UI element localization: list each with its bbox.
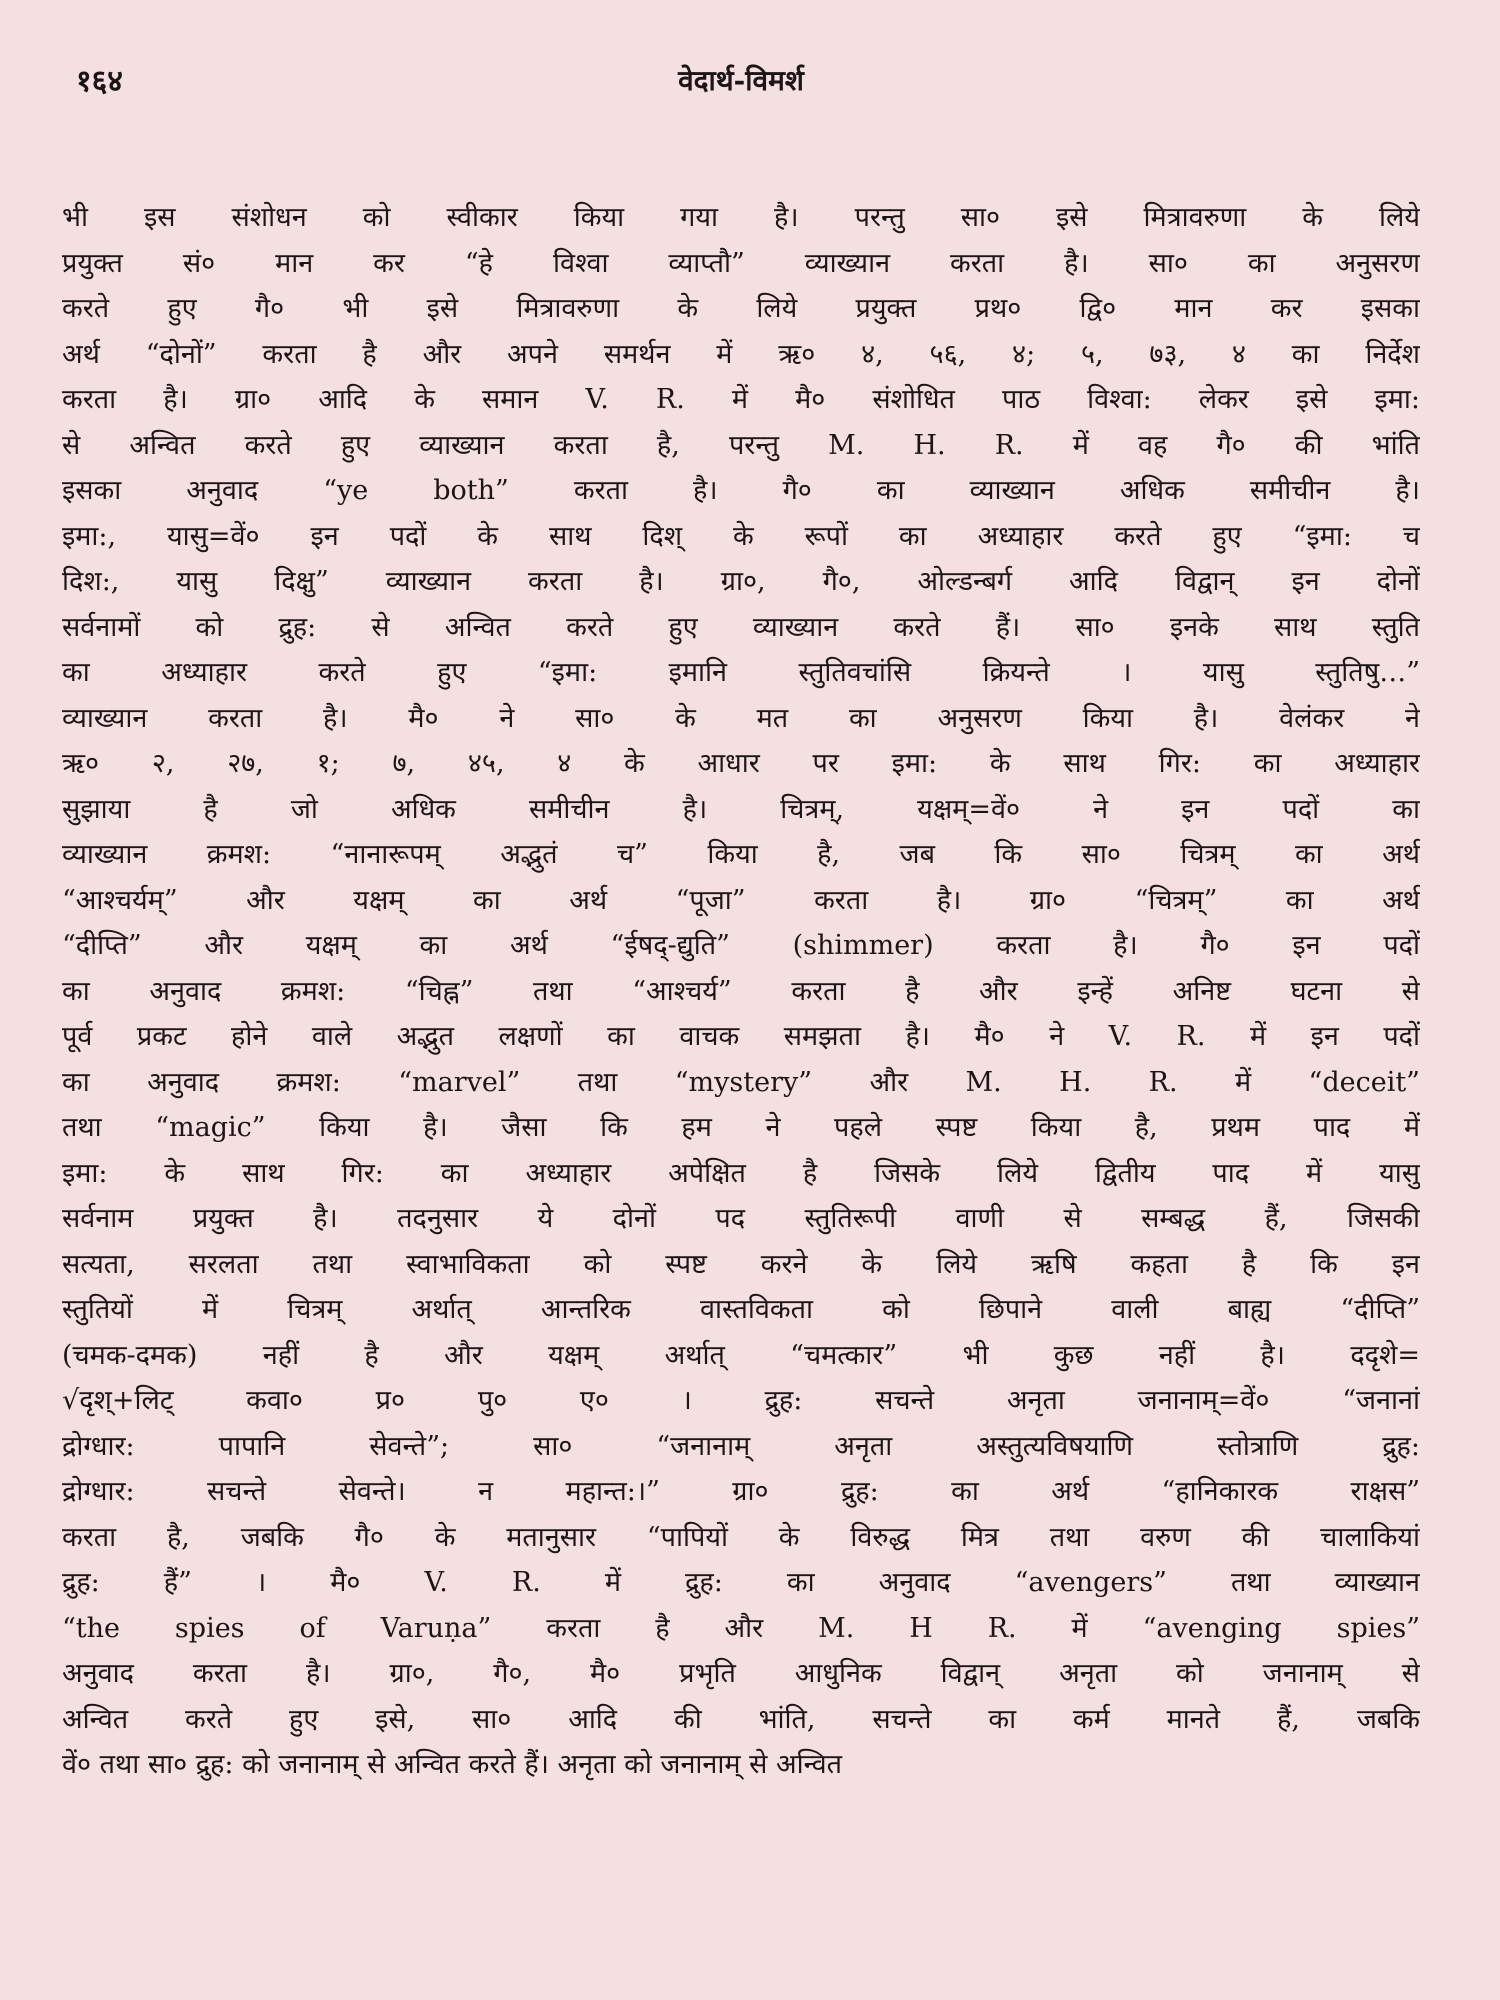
text-line: “दीप्ति” और यक्षम् का अर्थ “ईषद्-द्युति” (shimmer) करता है। गै० इन पदों: [62, 930, 1420, 961]
page-number: १६४: [76, 64, 123, 99]
text-line: वें० तथा सा० द्रुह: को जनानाम् से अन्वित करते हैं। अनृता को जनानाम् से अन्वित: [62, 1749, 843, 1780]
text-line: अन्वित करते हुए इसे, सा० आदि की भांति, सचन्ते का कर्म मानते हैं, जबकि: [62, 1703, 1420, 1735]
text-line: का अनुवाद क्रमश: “चिह्न” तथा “आश्चर्य” करता है और इन्हें अनिष्ट घटना से: [62, 975, 1420, 1007]
text-line: द्रोग्धार: पापानि सेवन्ते”; सा० “जनानाम् अनृता अस्तुत्यविषयाणि स्तोत्राणि द्रुह:: [62, 1430, 1420, 1462]
text-line: करता है। ग्रा० आदि के समान V. R. में मै० संशोधित पाठ विश्वा: लेकर इसे इमा:: [62, 384, 1420, 415]
text-line: पूर्व प्रकट होने वाले अद्भुत लक्षणों का वाचक समझता है। मै० ने V. R. में इन पदों: [62, 1021, 1420, 1052]
text-line: भी इस संशोधन को स्वीकार किया गया है। परन्तु सा० इसे मित्रावरुणा के लिये: [62, 202, 1420, 233]
text-line: अर्थ “दोनों” करता है और अपने समर्थन में ऋ० ४, ५६, ४; ५, ७३, ४ का निर्देश: [62, 338, 1420, 370]
text-line: “the spies of Varuṇa” करता है और M. H R. में “avenging spies”: [62, 1612, 1420, 1644]
text-line: से अन्वित करते हुए व्याख्यान करता है, परन्तु M. H. R. में वह गै० की भांति: [62, 429, 1420, 461]
text-line: इमा:, यासु=वें० इन पदों के साथ दिश् के रूपों का अध्याहार करते हुए “इमा: च: [62, 520, 1420, 552]
text-line: (चमक-दमक) नहीं है और यक्षम् अर्थात् “चमत्कार” भी कुछ नहीं है। ददृशे=: [62, 1339, 1420, 1371]
text-line: स्तुतियों में चित्रम् अर्थात् आन्तरिक वास्तविकता को छिपाने वाली बाह्य “दीप्ति”: [62, 1294, 1420, 1325]
text-line: द्रुह: हैं” । मै० V. R. में द्रुह: का अनुवाद “avengers” तथा व्याख्यान: [62, 1567, 1420, 1598]
text-line: सर्वनामों को द्रुह: से अन्वित करते हुए व्याख्यान करते हैं। सा० इनके साथ स्तुति: [62, 611, 1420, 643]
text-line: इसका अनुवाद “ye both” करता है। गै० का व्याख्यान अधिक समीचीन है।: [62, 475, 1420, 506]
text-line: द्रोग्धार: सचन्ते सेवन्ते। न महान्त:।” ग्रा० द्रुह: का अर्थ “हानिकारक राक्षस”: [62, 1476, 1420, 1507]
text-line: अनुवाद करता है। ग्रा०, गै०, मै० प्रभृति आधुनिक विद्वान् अनृता को जनानाम् से: [62, 1658, 1420, 1689]
text-line: ऋ० २, २७, १; ७, ४५, ४ के आधार पर इमा: के साथ गिर: का अध्याहार: [62, 748, 1420, 779]
text-line: सत्यता, सरलता तथा स्वाभाविकता को स्पष्ट करने के लिये ऋषि कहता है कि इन: [62, 1248, 1420, 1280]
text-line: करते हुए गै० भी इसे मित्रावरुणा के लिये प्रयुक्त प्रथ० द्वि० मान कर इसका: [62, 293, 1420, 324]
text-line: सुझाया है जो अधिक समीचीन है। चित्रम्, यक्षम्=वें० ने इन पदों का: [62, 793, 1420, 825]
text-line: दिश:, यासु दिक्षु” व्याख्यान करता है। ग्रा०, गै०, ओल्डन्बर्ग आदि विद्वान् इन दोनों: [62, 566, 1420, 597]
text-line: करता है, जबकि गै० के मतानुसार “पापियों के विरुद्ध मित्र तथा वरुण की चालाकियां: [62, 1521, 1420, 1553]
text-line: का अनुवाद क्रमश: “marvel” तथा “mystery” और M. H. R. में “deceit”: [62, 1066, 1420, 1098]
body-text: [62, 195, 1420, 1788]
text-line: व्याख्यान करता है। मै० ने सा० के मत का अनुसरण किया है। वेलंकर ने: [62, 702, 1420, 734]
text-line: √दृश्+लिट् कवा० प्र० पु० ए० । द्रुह: सचन्ते अनृता जनानाम्=वें० “जनानां: [62, 1385, 1420, 1416]
text-line: इमा: के साथ गिर: का अध्याहार अपेक्षित है जिसके लिये द्वितीय पाद में यासु: [62, 1157, 1420, 1189]
running-title: वेदार्थ-विमर्श: [678, 64, 804, 97]
text-line: प्रयुक्त सं० मान कर “हे विश्वा व्याप्तौ” व्याख्यान करता है। सा० का अनुसरण: [62, 247, 1420, 279]
text-line: “आश्चर्यम्” और यक्षम् का अर्थ “पूजा” करता है। ग्रा० “चित्रम्” का अर्थ: [62, 884, 1420, 916]
text-line: सर्वनाम प्रयुक्त है। तदनुसार ये दोनों पद स्तुतिरूपी वाणी से सम्बद्ध हैं, जिसकी: [62, 1203, 1420, 1234]
text-line: व्याख्यान क्रमश: “नानारूपम् अद्भुतं च” किया है, जब कि सा० चित्रम् का अर्थ: [62, 839, 1420, 870]
text-line: का अध्याहार करते हुए “इमा: इमानि स्तुतिवचांसि क्रियन्ते । यासु स्तुतिषु…”: [62, 657, 1420, 688]
page-header: [62, 55, 1420, 105]
text-line: तथा “magic” किया है। जैसा कि हम ने पहले स्पष्ट किया है, प्रथम पाद में: [62, 1112, 1420, 1143]
